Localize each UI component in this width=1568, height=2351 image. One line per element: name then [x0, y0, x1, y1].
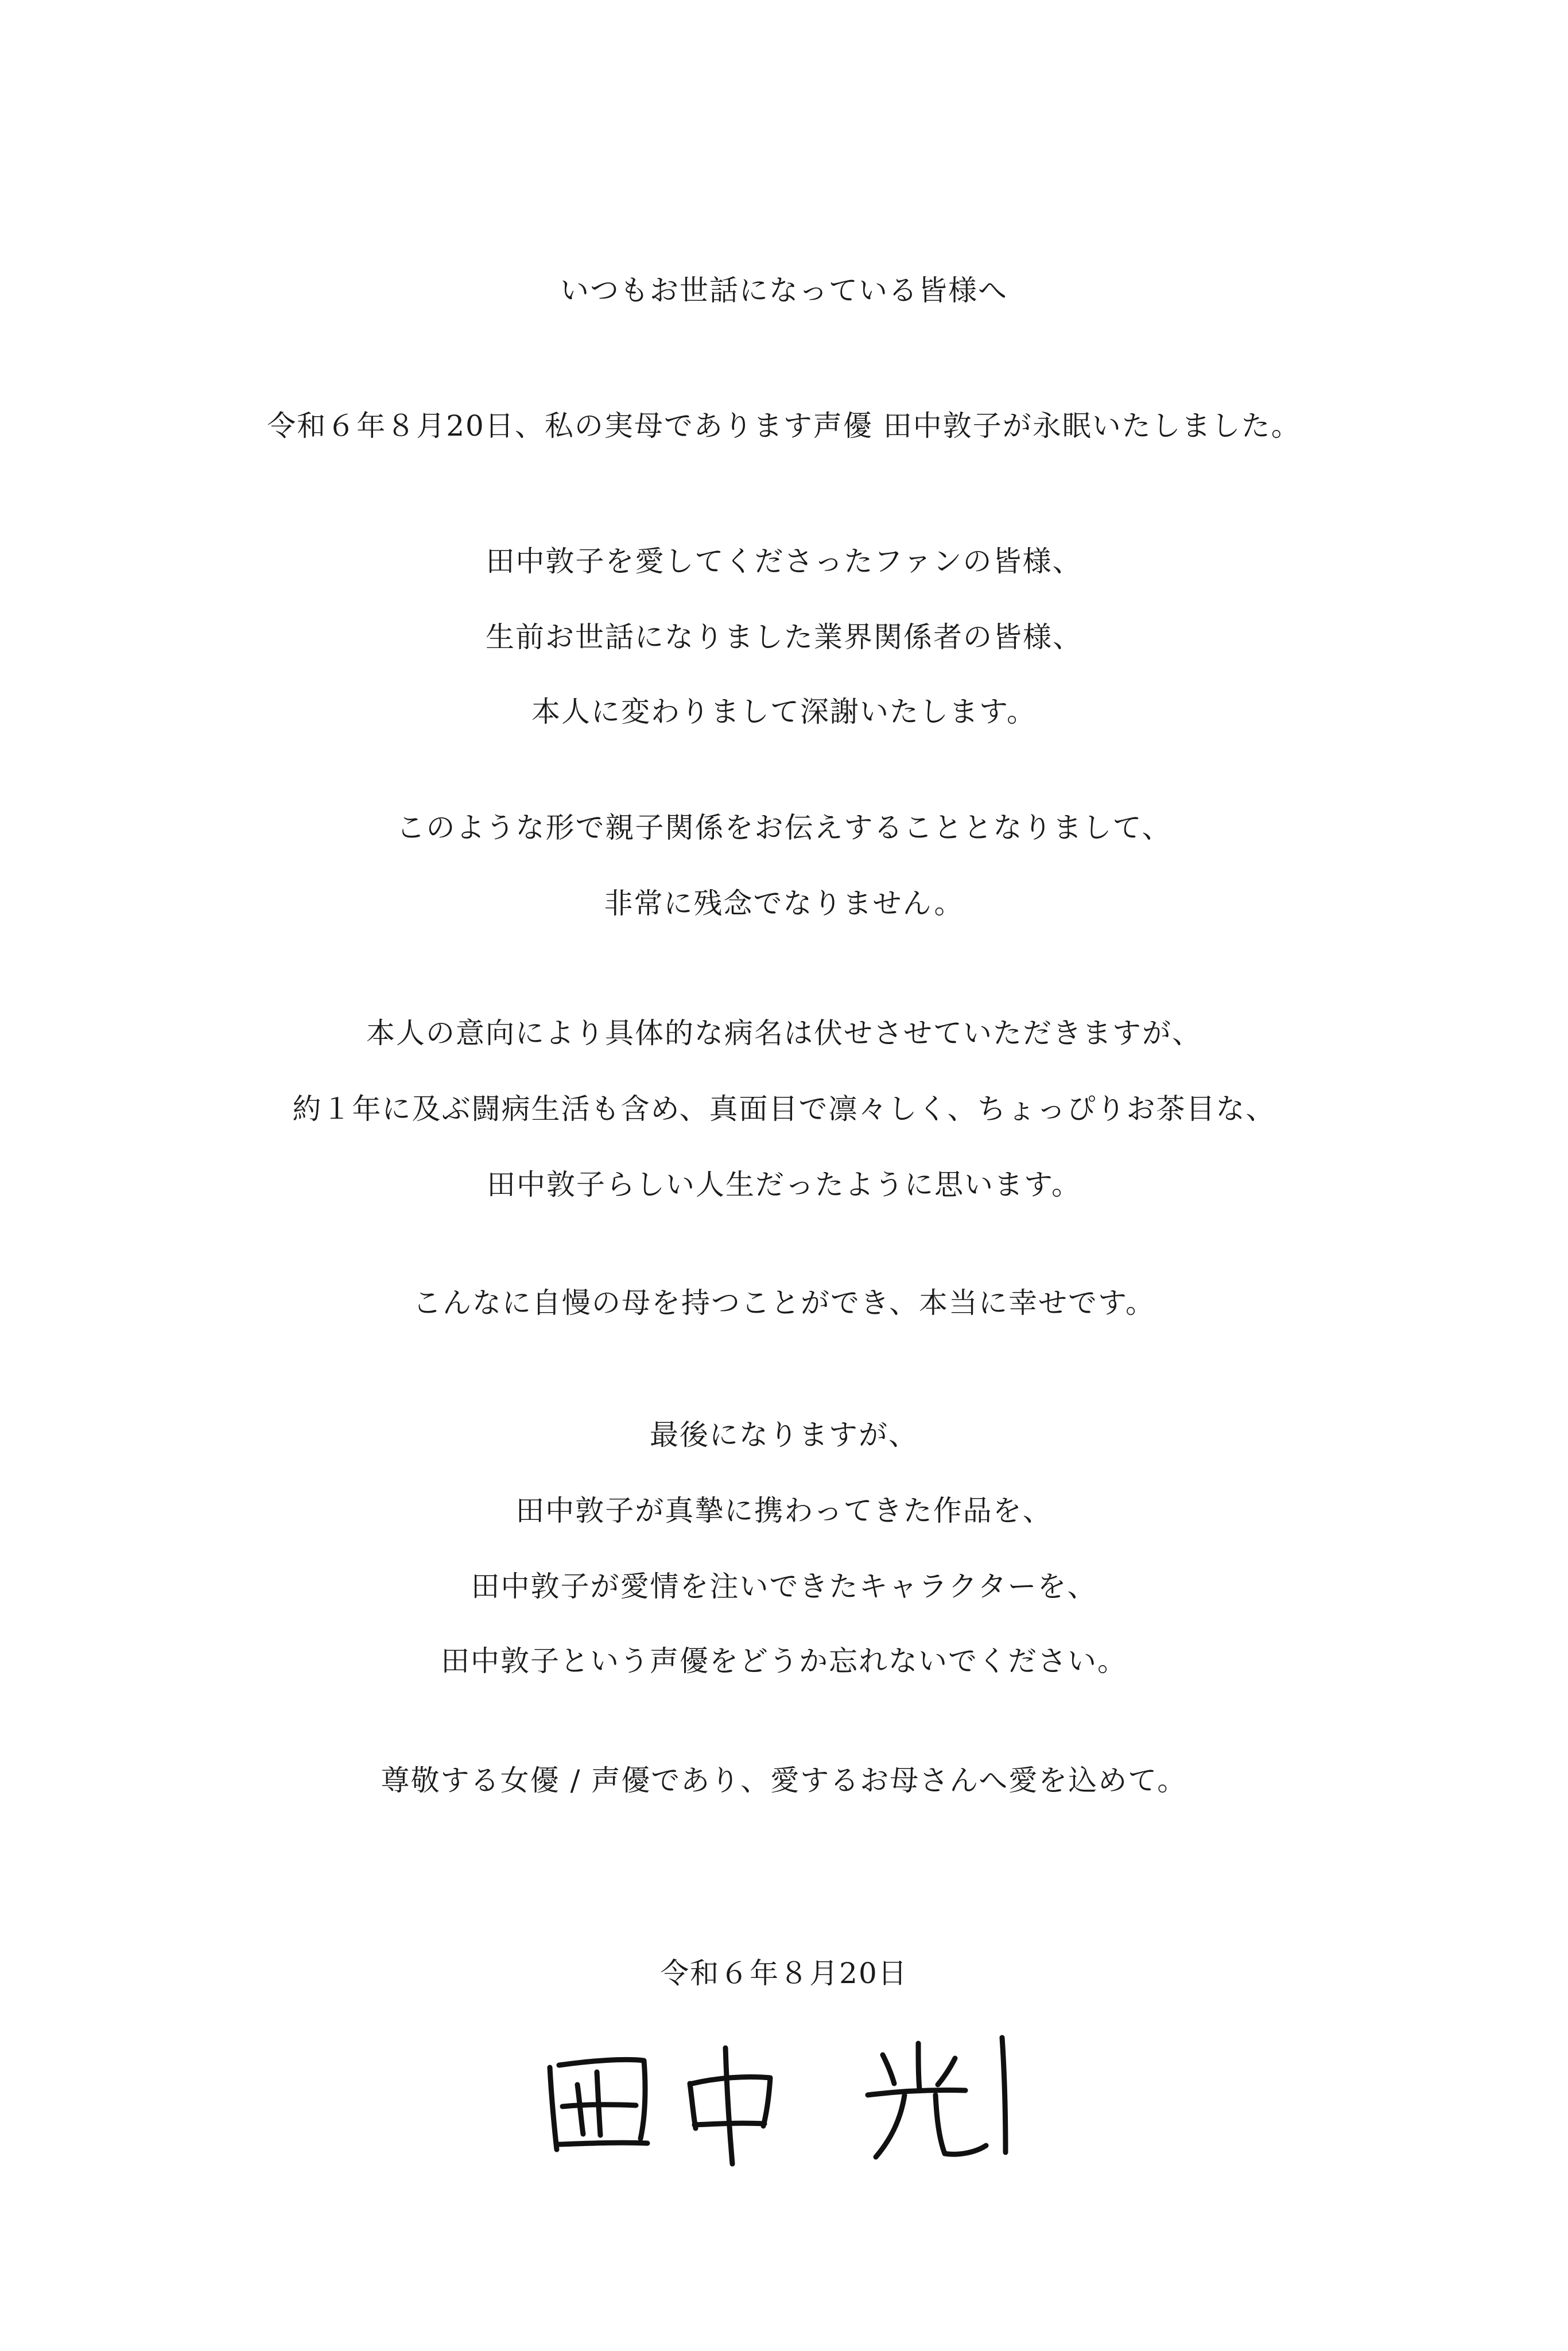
closing-line-4: 田中敦子という声優をどうか忘れないでください。	[441, 1644, 1127, 1678]
handwritten-signature	[540, 2020, 1022, 2170]
illness-line-2: 約１年に及ぶ闘病生活も含め、真面目で凛々しく、ちょっぴりお茶目な、	[292, 1092, 1276, 1126]
closing-line-2: 田中敦子が真摯に携わってきた作品を、	[515, 1494, 1053, 1527]
thanks-line-3: 本人に変わりまして深謝いたします。	[531, 695, 1037, 728]
illness-line-3: 田中敦子らしい人生だったように思います。	[487, 1168, 1081, 1201]
thanks-line-1: 田中敦子を愛してくださったファンの皆様、	[486, 545, 1082, 578]
announcement: 令和６年８月20日、私の実母であります声優 田中敦子が永眠いたしました。	[267, 409, 1301, 443]
greeting: いつもお世話になっている皆様へ	[560, 274, 1008, 307]
illness-line-1: 本人の意向により具体的な病名は伏せさせていただきますが、	[366, 1017, 1202, 1050]
regret-line-2: 非常に残念でなりません。	[604, 887, 964, 920]
closing-line-1: 最後になりますが、	[650, 1418, 918, 1452]
thanks-line-2: 生前お世話になりました業界関係者の皆様、	[486, 620, 1082, 654]
regret-line-1: このような形で親子関係をお伝えすることとなりまして、	[396, 811, 1172, 844]
date: 令和６年８月20日	[660, 1957, 908, 1990]
pride: こんなに自慢の母を持つことができ、本当に幸せです。	[413, 1286, 1155, 1320]
dedication: 尊敬する女優 / 声優であり、愛するお母さんへ愛を込めて。	[381, 1764, 1187, 1797]
closing-line-3: 田中敦子が愛情を注いできたキャラクターを、	[471, 1570, 1097, 1603]
